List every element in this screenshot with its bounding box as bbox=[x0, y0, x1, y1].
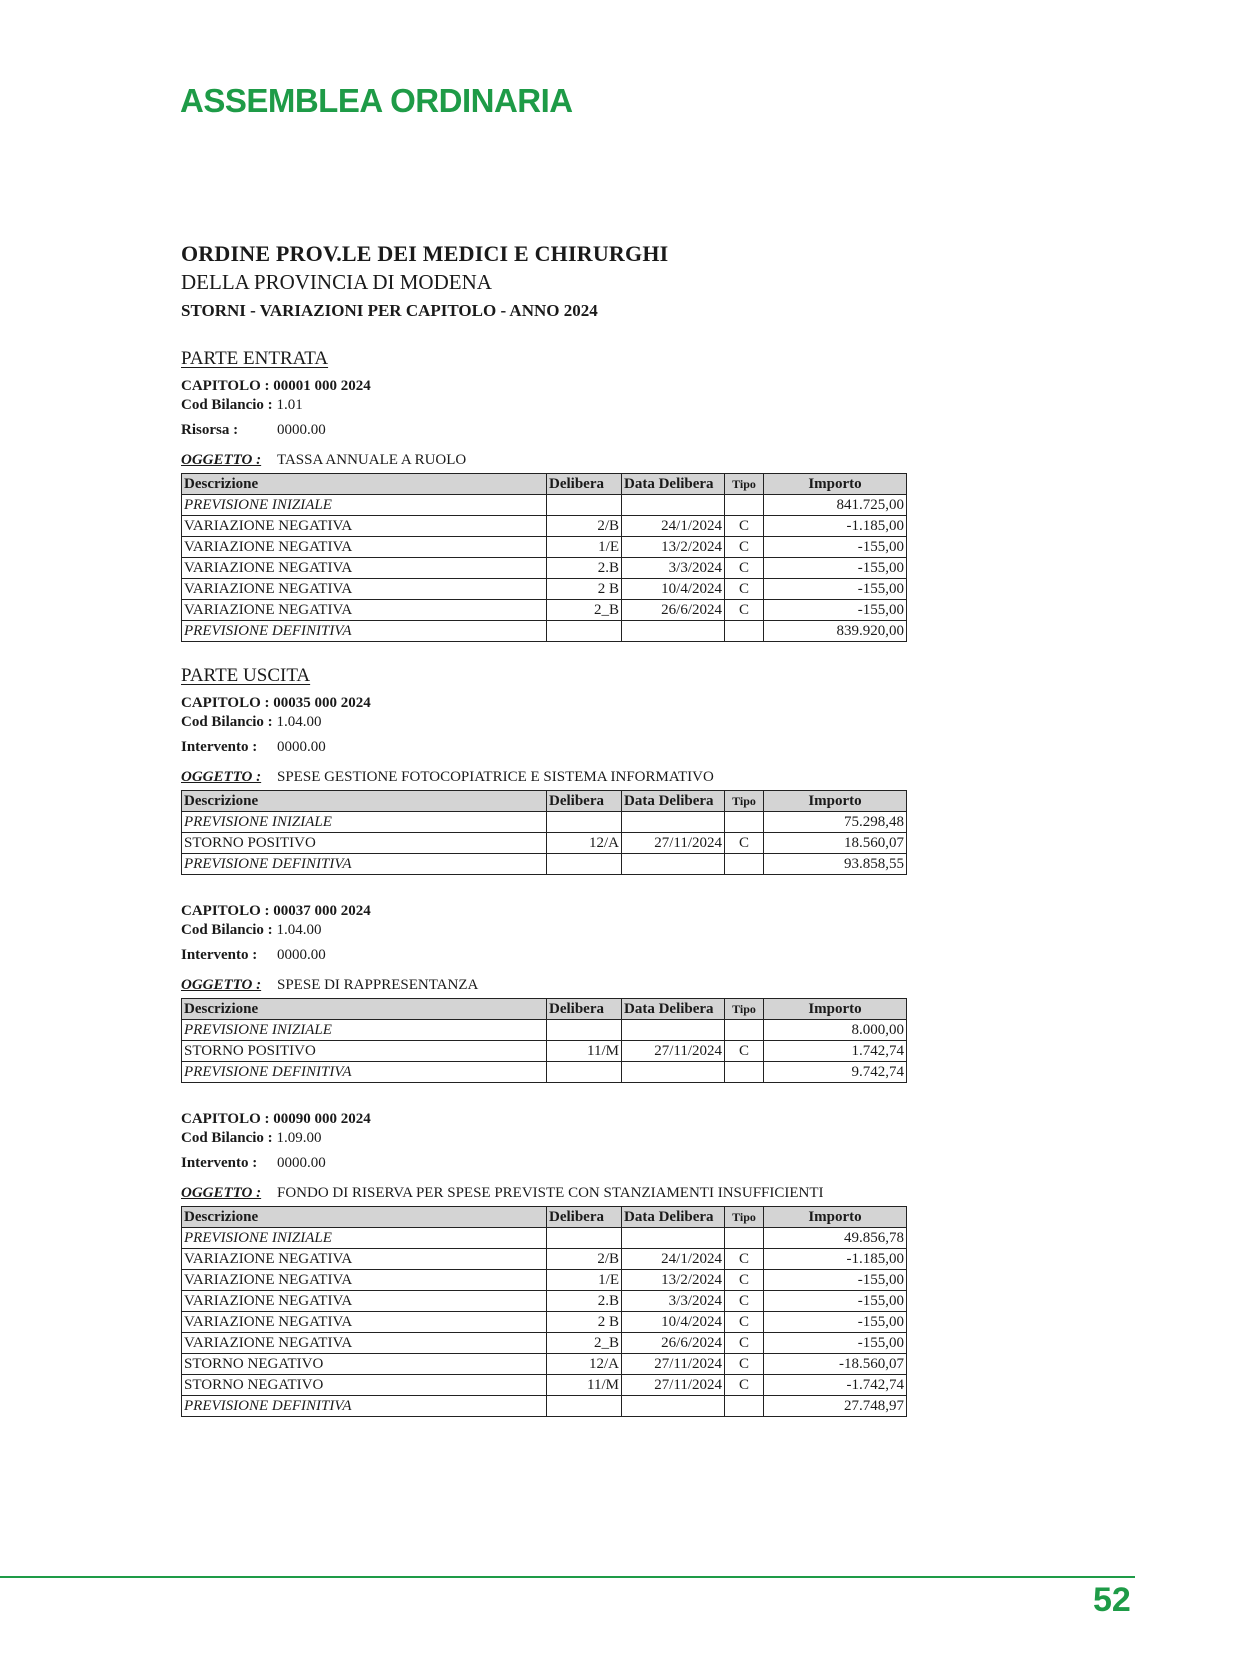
cell-data-delibera: 24/1/2024 bbox=[622, 516, 725, 537]
page-header-title: ASSEMBLEA ORDINARIA bbox=[180, 82, 573, 119]
cod-bilancio-line bbox=[181, 396, 901, 415]
cell-data-delibera: 24/1/2024 bbox=[622, 1249, 725, 1270]
capitolo-block bbox=[181, 902, 904, 1083]
cell-data-delibera: 10/4/2024 bbox=[622, 579, 725, 600]
risorsa-intervento-value: 0000.00 bbox=[277, 422, 326, 438]
cell-descrizione: PREVISIONE DEFINITIVA bbox=[182, 1062, 547, 1083]
cell-data-delibera: 13/2/2024 bbox=[622, 1270, 725, 1291]
cod-bilancio-label: Cod Bilancio : bbox=[181, 397, 273, 413]
risorsa-intervento-label: Intervento : bbox=[181, 739, 258, 755]
cod-bilancio-line bbox=[181, 921, 901, 940]
cell-descrizione: PREVISIONE DEFINITIVA bbox=[182, 621, 547, 642]
table-row bbox=[182, 1333, 907, 1354]
cell-importo: 75.298,48 bbox=[764, 812, 907, 833]
cell-delibera bbox=[547, 854, 622, 875]
cell-importo: 839.920,00 bbox=[764, 621, 907, 642]
col-header-data-delibera: Data Delibera bbox=[622, 1207, 725, 1228]
oggetto-label: OGGETTO : bbox=[181, 977, 262, 993]
cell-descrizione: VARIAZIONE NEGATIVA bbox=[182, 1312, 547, 1333]
oggetto-label: OGGETTO : bbox=[181, 1185, 262, 1201]
col-header-data-delibera: Data Delibera bbox=[622, 474, 725, 495]
cell-delibera: 12/A bbox=[547, 1354, 622, 1375]
risorsa-intervento-line bbox=[181, 421, 901, 440]
cell-data-delibera bbox=[622, 812, 725, 833]
cod-bilancio-value: 1.04.00 bbox=[276, 714, 322, 730]
cell-descrizione: VARIAZIONE NEGATIVA bbox=[182, 558, 547, 579]
cod-bilancio-label: Cod Bilancio : bbox=[181, 1130, 273, 1146]
cell-delibera: 2_B bbox=[547, 600, 622, 621]
cell-data-delibera: 26/6/2024 bbox=[622, 600, 725, 621]
cell-tipo bbox=[725, 1020, 764, 1041]
cell-importo: -155,00 bbox=[764, 1291, 907, 1312]
cell-tipo bbox=[725, 812, 764, 833]
cod-bilancio-value: 1.09.00 bbox=[276, 1130, 322, 1146]
cell-data-delibera: 27/11/2024 bbox=[622, 1354, 725, 1375]
cell-tipo bbox=[725, 1396, 764, 1417]
col-header-data-delibera: Data Delibera bbox=[622, 999, 725, 1020]
col-header-tipo: Tipo bbox=[725, 791, 764, 812]
col-header-tipo: Tipo bbox=[725, 999, 764, 1020]
risorsa-intervento-value: 0000.00 bbox=[277, 947, 326, 963]
cell-tipo: C bbox=[725, 1041, 764, 1062]
cod-bilancio-line bbox=[181, 1129, 901, 1148]
col-header-tipo: Tipo bbox=[725, 1207, 764, 1228]
cod-bilancio-label: Cod Bilancio : bbox=[181, 714, 273, 730]
table-row bbox=[182, 1041, 907, 1062]
risorsa-intervento-line bbox=[181, 738, 901, 757]
cell-descrizione: VARIAZIONE NEGATIVA bbox=[182, 537, 547, 558]
variazioni-table bbox=[181, 998, 907, 1083]
capitolo-label: CAPITOLO : bbox=[181, 378, 270, 394]
cell-descrizione: PREVISIONE INIZIALE bbox=[182, 1020, 547, 1041]
cell-delibera bbox=[547, 495, 622, 516]
cell-importo: 841.725,00 bbox=[764, 495, 907, 516]
cell-importo: -155,00 bbox=[764, 537, 907, 558]
table-row bbox=[182, 1312, 907, 1333]
cell-tipo: C bbox=[725, 579, 764, 600]
cell-delibera: 11/M bbox=[547, 1041, 622, 1062]
capitolo-line bbox=[181, 902, 901, 921]
cell-delibera bbox=[547, 1062, 622, 1083]
cell-descrizione: PREVISIONE INIZIALE bbox=[182, 1228, 547, 1249]
oggetto-label: OGGETTO : bbox=[181, 452, 262, 468]
cell-data-delibera bbox=[622, 854, 725, 875]
cell-importo: -1.185,00 bbox=[764, 1249, 907, 1270]
capitolo-line bbox=[181, 694, 901, 713]
cell-tipo: C bbox=[725, 1270, 764, 1291]
oggetto-line bbox=[181, 767, 901, 787]
cell-delibera: 1/E bbox=[547, 1270, 622, 1291]
table-header-row bbox=[182, 1207, 907, 1228]
capitolo-line bbox=[181, 377, 901, 396]
cell-importo: -155,00 bbox=[764, 558, 907, 579]
cell-descrizione: PREVISIONE INIZIALE bbox=[182, 495, 547, 516]
cell-descrizione: PREVISIONE INIZIALE bbox=[182, 812, 547, 833]
col-header-importo: Importo bbox=[764, 1207, 907, 1228]
capitolo-block bbox=[181, 694, 904, 875]
risorsa-intervento-label: Intervento : bbox=[181, 1155, 258, 1171]
cell-tipo: C bbox=[725, 1354, 764, 1375]
cell-data-delibera: 26/6/2024 bbox=[622, 1333, 725, 1354]
cell-delibera bbox=[547, 621, 622, 642]
cell-tipo: C bbox=[725, 1333, 764, 1354]
cell-delibera bbox=[547, 1020, 622, 1041]
cell-delibera: 11/M bbox=[547, 1375, 622, 1396]
risorsa-intervento-value: 0000.00 bbox=[277, 1155, 326, 1171]
oggetto-value: FONDO DI RISERVA PER SPESE PREVISTE CON STANZIAMENTI INSUFFICIENTI bbox=[277, 1185, 824, 1201]
oggetto-line bbox=[181, 975, 901, 995]
org-title: ORDINE PROV.LE DEI MEDICI E CHIRURGHI bbox=[181, 241, 669, 266]
table-row bbox=[182, 1291, 907, 1312]
capitolo-line bbox=[181, 1110, 901, 1129]
part-heading-entrata: PARTE ENTRATA bbox=[181, 348, 329, 369]
table-row bbox=[182, 1062, 907, 1083]
cod-bilancio-label: Cod Bilancio : bbox=[181, 922, 273, 938]
cell-descrizione: VARIAZIONE NEGATIVA bbox=[182, 516, 547, 537]
cell-descrizione: STORNO POSITIVO bbox=[182, 833, 547, 854]
cell-importo: 1.742,74 bbox=[764, 1041, 907, 1062]
table-row bbox=[182, 579, 907, 600]
cell-importo: 18.560,07 bbox=[764, 833, 907, 854]
cell-delibera: 2 B bbox=[547, 1312, 622, 1333]
cell-data-delibera: 3/3/2024 bbox=[622, 1291, 725, 1312]
risorsa-intervento-label: Intervento : bbox=[181, 947, 258, 963]
cell-importo: 27.748,97 bbox=[764, 1396, 907, 1417]
cell-delibera bbox=[547, 812, 622, 833]
cell-delibera: 2.B bbox=[547, 1291, 622, 1312]
cell-tipo bbox=[725, 621, 764, 642]
cell-importo: -18.560,07 bbox=[764, 1354, 907, 1375]
capitolo-value: 00035 000 2024 bbox=[273, 695, 371, 711]
cell-importo: -155,00 bbox=[764, 1312, 907, 1333]
col-header-importo: Importo bbox=[764, 474, 907, 495]
cell-descrizione: VARIAZIONE NEGATIVA bbox=[182, 1291, 547, 1312]
cell-data-delibera bbox=[622, 495, 725, 516]
oggetto-value: TASSA ANNUALE A RUOLO bbox=[277, 452, 467, 468]
col-header-delibera: Delibera bbox=[547, 791, 622, 812]
capitolo-value: 00001 000 2024 bbox=[273, 378, 371, 394]
capitolo-block bbox=[181, 1110, 904, 1417]
table-header-row bbox=[182, 999, 907, 1020]
report-title: STORNI - VARIAZIONI PER CAPITOLO - ANNO 2024 bbox=[181, 301, 598, 320]
cell-descrizione: VARIAZIONE NEGATIVA bbox=[182, 1333, 547, 1354]
variazioni-table bbox=[181, 1206, 907, 1417]
cell-tipo: C bbox=[725, 1375, 764, 1396]
cell-delibera bbox=[547, 1228, 622, 1249]
cell-data-delibera: 3/3/2024 bbox=[622, 558, 725, 579]
cell-importo: -155,00 bbox=[764, 600, 907, 621]
cell-delibera bbox=[547, 1396, 622, 1417]
col-header-importo: Importo bbox=[764, 999, 907, 1020]
cell-data-delibera: 27/11/2024 bbox=[622, 1375, 725, 1396]
cell-importo: -155,00 bbox=[764, 1270, 907, 1291]
variazioni-table bbox=[181, 473, 907, 642]
cell-data-delibera bbox=[622, 1062, 725, 1083]
cell-tipo bbox=[725, 854, 764, 875]
cell-data-delibera bbox=[622, 1228, 725, 1249]
cell-descrizione: VARIAZIONE NEGATIVA bbox=[182, 579, 547, 600]
cell-tipo: C bbox=[725, 516, 764, 537]
risorsa-intervento-value: 0000.00 bbox=[277, 739, 326, 755]
capitolo-label: CAPITOLO : bbox=[181, 903, 270, 919]
col-header-descrizione: Descrizione bbox=[182, 474, 547, 495]
cell-data-delibera bbox=[622, 1396, 725, 1417]
cell-data-delibera: 27/11/2024 bbox=[622, 1041, 725, 1062]
table-row bbox=[182, 1020, 907, 1041]
col-header-delibera: Delibera bbox=[547, 999, 622, 1020]
cell-data-delibera: 10/4/2024 bbox=[622, 1312, 725, 1333]
cell-descrizione: VARIAZIONE NEGATIVA bbox=[182, 600, 547, 621]
cell-tipo bbox=[725, 1062, 764, 1083]
cell-delibera: 12/A bbox=[547, 833, 622, 854]
cell-data-delibera: 13/2/2024 bbox=[622, 537, 725, 558]
cod-bilancio-value: 1.01 bbox=[276, 397, 303, 413]
col-header-delibera: Delibera bbox=[547, 474, 622, 495]
cell-importo: -155,00 bbox=[764, 579, 907, 600]
capitolo-value: 00090 000 2024 bbox=[273, 1111, 371, 1127]
oggetto-value: SPESE DI RAPPRESENTANZA bbox=[277, 977, 479, 993]
col-header-descrizione: Descrizione bbox=[182, 791, 547, 812]
cell-delibera: 1/E bbox=[547, 537, 622, 558]
table-row bbox=[182, 495, 907, 516]
page-number: 52 bbox=[1093, 1581, 1131, 1619]
table-row bbox=[182, 812, 907, 833]
table-row bbox=[182, 1354, 907, 1375]
col-header-descrizione: Descrizione bbox=[182, 999, 547, 1020]
oggetto-value: SPESE GESTIONE FOTOCOPIATRICE E SISTEMA INFORMATIVO bbox=[277, 769, 714, 785]
capitolo-label: CAPITOLO : bbox=[181, 1111, 270, 1127]
cell-delibera: 2 B bbox=[547, 579, 622, 600]
cell-tipo bbox=[725, 495, 764, 516]
document-body bbox=[181, 240, 904, 1417]
risorsa-intervento-line bbox=[181, 1154, 901, 1173]
capitolo-value: 00037 000 2024 bbox=[273, 903, 371, 919]
cell-data-delibera: 27/11/2024 bbox=[622, 833, 725, 854]
col-header-data-delibera: Data Delibera bbox=[622, 791, 725, 812]
cell-importo: 93.858,55 bbox=[764, 854, 907, 875]
variazioni-table bbox=[181, 790, 907, 875]
table-row bbox=[182, 833, 907, 854]
cell-data-delibera bbox=[622, 1020, 725, 1041]
cell-tipo: C bbox=[725, 558, 764, 579]
table-header-row bbox=[182, 474, 907, 495]
cell-importo: 49.856,78 bbox=[764, 1228, 907, 1249]
cell-tipo bbox=[725, 1228, 764, 1249]
cod-bilancio-line bbox=[181, 713, 901, 732]
table-header-row bbox=[182, 791, 907, 812]
cell-delibera: 2.B bbox=[547, 558, 622, 579]
col-header-delibera: Delibera bbox=[547, 1207, 622, 1228]
part-heading-uscita: PARTE USCITA bbox=[181, 665, 311, 686]
cell-delibera: 2/B bbox=[547, 516, 622, 537]
table-row bbox=[182, 1228, 907, 1249]
cell-importo: 8.000,00 bbox=[764, 1020, 907, 1041]
cell-descrizione: STORNO POSITIVO bbox=[182, 1041, 547, 1062]
cell-descrizione: VARIAZIONE NEGATIVA bbox=[182, 1270, 547, 1291]
cell-delibera: 2/B bbox=[547, 1249, 622, 1270]
table-row bbox=[182, 1249, 907, 1270]
cell-delibera: 2_B bbox=[547, 1333, 622, 1354]
cell-tipo: C bbox=[725, 833, 764, 854]
capitolo-block bbox=[181, 377, 904, 642]
table-row bbox=[182, 516, 907, 537]
cell-data-delibera bbox=[622, 621, 725, 642]
table-row bbox=[182, 558, 907, 579]
col-header-descrizione: Descrizione bbox=[182, 1207, 547, 1228]
cell-descrizione: VARIAZIONE NEGATIVA bbox=[182, 1249, 547, 1270]
col-header-importo: Importo bbox=[764, 791, 907, 812]
table-row bbox=[182, 600, 907, 621]
col-header-tipo: Tipo bbox=[725, 474, 764, 495]
cell-descrizione: STORNO NEGATIVO bbox=[182, 1354, 547, 1375]
cell-tipo: C bbox=[725, 600, 764, 621]
cell-importo: 9.742,74 bbox=[764, 1062, 907, 1083]
risorsa-intervento-label: Risorsa : bbox=[181, 422, 239, 438]
org-subtitle: DELLA PROVINCIA DI MODENA bbox=[181, 270, 492, 294]
table-row bbox=[182, 621, 907, 642]
cell-importo: -155,00 bbox=[764, 1333, 907, 1354]
table-row bbox=[182, 1270, 907, 1291]
cell-importo: -1.742,74 bbox=[764, 1375, 907, 1396]
risorsa-intervento-line bbox=[181, 946, 901, 965]
capitolo-label: CAPITOLO : bbox=[181, 695, 270, 711]
table-row bbox=[182, 1396, 907, 1417]
cell-importo: -1.185,00 bbox=[764, 516, 907, 537]
cell-descrizione: PREVISIONE DEFINITIVA bbox=[182, 1396, 547, 1417]
footer-divider bbox=[0, 1576, 1135, 1578]
cell-tipo: C bbox=[725, 1249, 764, 1270]
cell-descrizione: PREVISIONE DEFINITIVA bbox=[182, 854, 547, 875]
table-row bbox=[182, 537, 907, 558]
cell-tipo: C bbox=[725, 1291, 764, 1312]
cod-bilancio-value: 1.04.00 bbox=[276, 922, 322, 938]
oggetto-line bbox=[181, 1183, 901, 1203]
oggetto-label: OGGETTO : bbox=[181, 769, 262, 785]
oggetto-line bbox=[181, 450, 901, 470]
cell-tipo: C bbox=[725, 1312, 764, 1333]
cell-descrizione: STORNO NEGATIVO bbox=[182, 1375, 547, 1396]
table-row bbox=[182, 1375, 907, 1396]
table-row bbox=[182, 854, 907, 875]
cell-tipo: C bbox=[725, 537, 764, 558]
